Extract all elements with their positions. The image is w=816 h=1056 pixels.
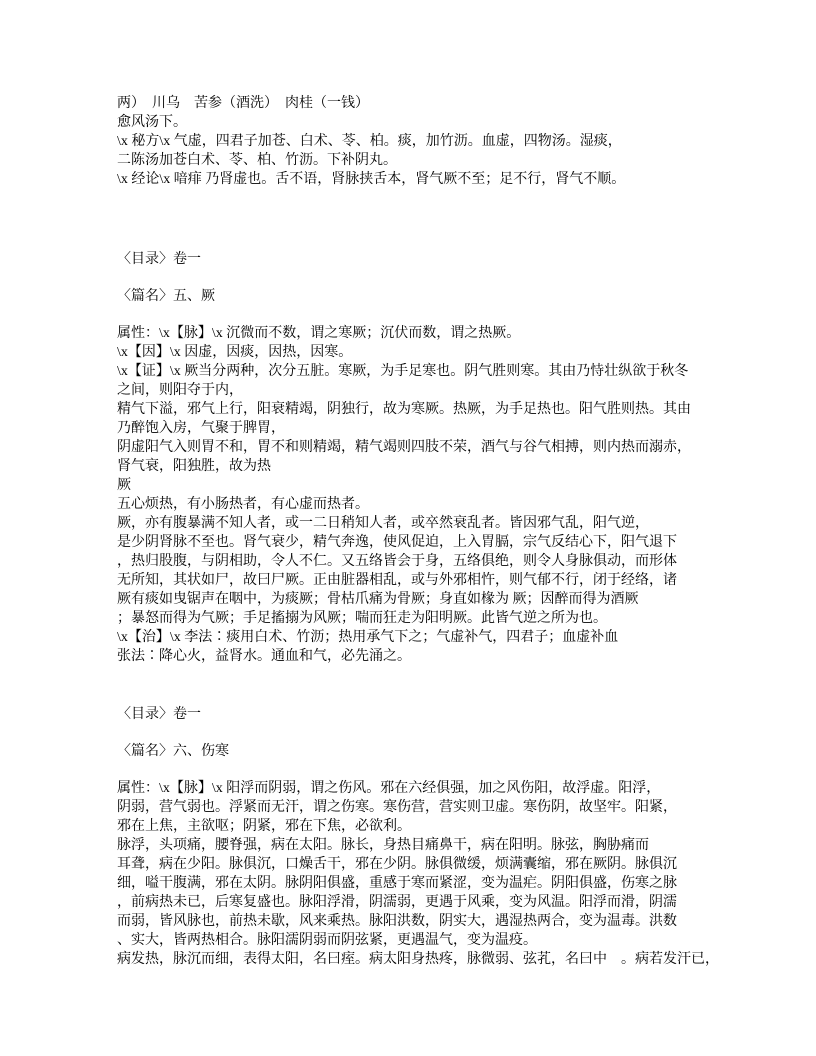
text-line: 细，嗌干腹满，邪在太阴。脉阴阳俱盛，重感于寒而紧涩，变为温疟。阴阳俱盛，伤寒之脉 [117,876,677,891]
text-line: 脉浮，头项痛，腰脊强，病在太阳。脉长，身热目痛鼻干，病在阳明。脉弦，胸胁痛而 [117,838,649,853]
text-line: 无所知，其状如尸，故曰尸厥。正由脏器相乱，或与外邪相忤，则气郁不行，闭于经络，诸 [117,573,677,588]
text-line: 阴虚阳气入则胃不和，胃不和则精竭，精气竭则四肢不荣，酒气与谷气相搏，则内热而溺赤， [117,440,691,455]
text-line: 之间，则阳夺于内， [117,383,243,398]
text-line: 〈篇名〉五、厥 [117,289,215,304]
text-line: 病发热，脉沉而细，表得太阳，名曰痓。病太阳身热疼，脉微弱、弦芤，名曰中 。病若发汗已， [117,952,719,967]
text-line: ；暴怒而得为气厥；手足搐搦为风厥；喘而狂走为阳明厥。此皆气逆之所为也。 [117,611,607,626]
text-line: 二陈汤加苍白术、苓、柏、竹沥。下补阴丸。 [117,153,397,168]
text-line: 邪在上焦，主欲呕；阴紧，邪在下焦，必欲利。 [117,819,411,834]
chapter-title-six-shanghan [117,742,757,761]
text-line: 而弱，皆风脉也，前热未歇，风来乘热。脉阳洪数，阴实大，遇湿热两合，变为温毒。洪数 [117,914,677,929]
text-line: 厥有痰如曳锯声在咽中，为痰厥；骨枯爪痛为骨厥；身直如椽为 厥；因醉而得为酒厥 [117,592,639,607]
text-line: 属性：\x【脉】\x 阳浮而阴弱，谓之伤风。邪在六经俱强，加之风伤阳，故浮虚。阳浮， [117,781,661,796]
toc-entry-juan-one [117,250,757,269]
opening-prescription-lines [117,94,757,189]
toc-entry-juan-one-repeat [117,705,757,724]
text-line: 阴弱，营气弱也。浮紧而无汗，谓之伤寒。寒伤营，营实则卫虚。寒伤阴，故坚牢。阳紧， [117,800,677,815]
text-line: \x【治】\x 李法∶痰用白术、竹沥；热用承气下之；气虚补气，四君子；血虚补血 [117,630,619,645]
text-line: 耳聋，病在少阳。脉俱沉，口燥舌干，邪在少阴。脉俱微缓，烦满囊缩，邪在厥阴。脉俱沉 [117,857,677,872]
text-line: 乃醉饱入房，气聚于脾胃， [117,421,285,436]
text-line: \x 经论\x 喑痱 乃肾虚也。舌不语，肾脉挟舌本，肾气厥不至；足不行，肾气不顺。 [117,172,626,187]
text-line: 〈目录〉卷一 [117,707,201,722]
text-line: 〈篇名〉六、伤寒 [117,744,229,759]
chapter-title-five-jue [117,287,757,306]
text-line: \x 秘方\x 气虚，四君子加苍、白术、苓、柏。痰，加竹沥。血虚，四物汤。湿痰， [117,134,622,149]
section-five-jue-body [117,324,757,666]
text-line: 肾气衰，阳独胜，故为热 [117,459,271,474]
text-line: 厥，亦有腹暴满不知人者，或一二日稍知人者，或卒然衰乱者。皆因邪气乱，阳气逆， [117,516,649,531]
text-line: 、实大，皆两热相合。脉阳濡阴弱而阴弦紧，更遇温气，变为温疫。 [117,933,537,948]
text-line: 是少阴肾脉不至也。肾气衰少，精气奔逸，使风促迫，上入胃膈，宗气反结心下，阳气退下 [117,535,677,550]
text-line: \x【证】\x 厥当分两种，次分五脏。寒厥，为手足寒也。阴气胜则寒。其由乃恃壮纵欲于秋冬 [117,364,689,379]
text-line: 五心烦热，有小肠热者，有心虚而热者。 [117,497,369,512]
text-line: 张法∶降心火，益肾水。通血和气，必先涌之。 [117,649,411,664]
text-line: 属性：\x【脉】\x 沉微而不数，谓之寒厥；沉伏而数，谓之热厥。 [117,326,521,341]
text-line: 愈风汤下。 [117,115,187,130]
text-line: ，热归股腹，与阴相助，令人不仁。又五络皆会于身，五络俱绝，则令人身脉俱动，而形体 [117,554,677,569]
section-six-shanghan-body [117,779,757,969]
text-line: 两） 川乌 苦参（酒洗） 肉桂（一钱） [117,96,369,111]
text-line: 精气下溢，邪气上行，阳衰精竭，阴独行，故为寒厥。热厥，为手足热也。阳气胜则热。其由 [117,402,691,417]
text-column [117,0,757,969]
text-line: ，前病热未已，后寒复盛也。脉阳浮滑，阴濡弱，更遇于风乘，变为风温。阳浮而滑，阴濡 [117,895,677,910]
text-line: 厥 [117,478,131,493]
text-line: \x【因】\x 因虚，因痰，因热，因寒。 [117,345,353,360]
text-line: 〈目录〉卷一 [117,252,201,267]
